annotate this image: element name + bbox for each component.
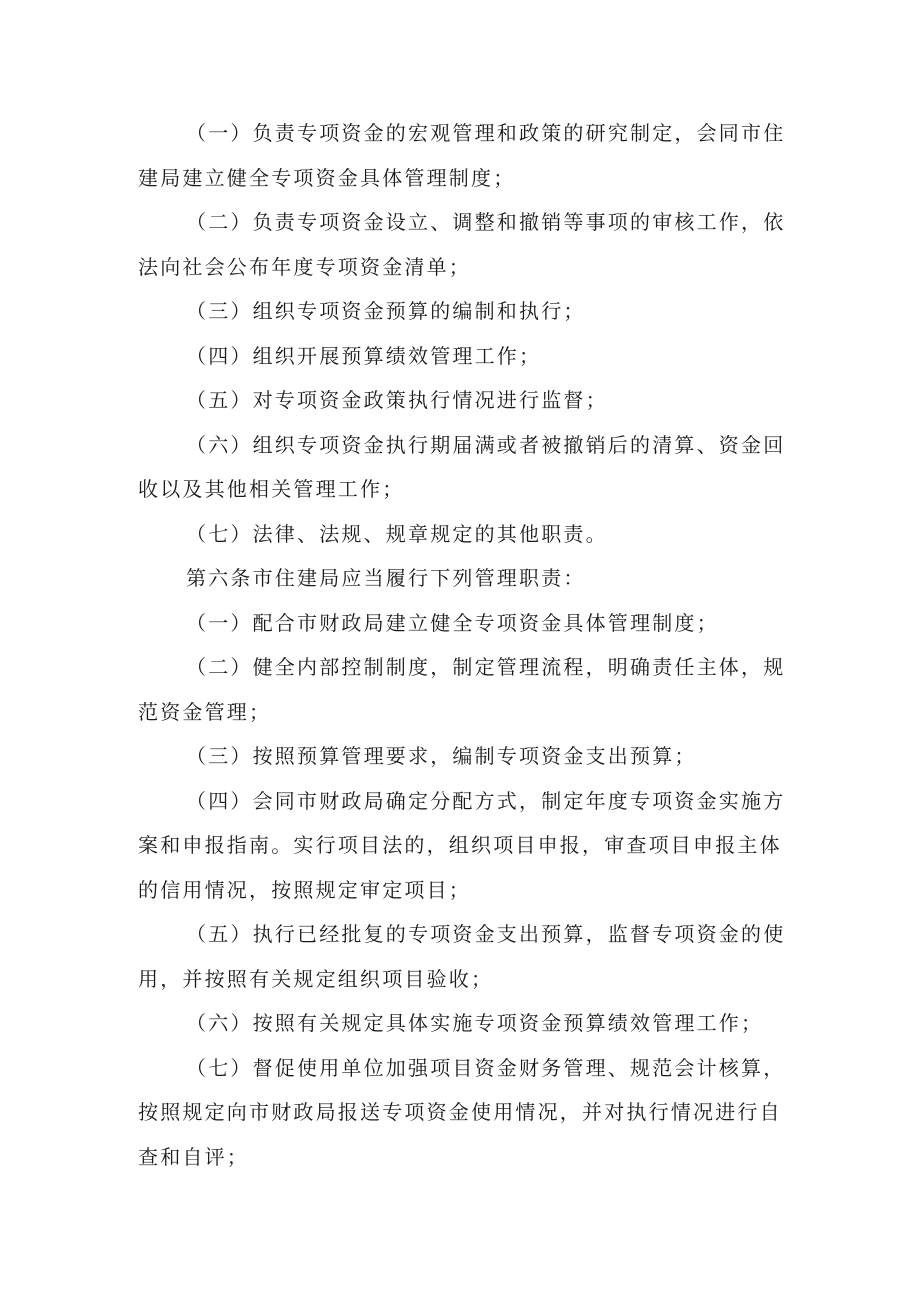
- paragraph-item-13: （六）按照有关规定具体实施专项资金预算绩效管理工作；: [186, 1011, 764, 1035]
- paragraph-item-7: （七）法律、法规、规章规定的其他职责。: [186, 521, 608, 546]
- paragraph-item-8: （一）配合市财政局建立健全专项资金具体管理制度；: [186, 610, 719, 635]
- paragraph-item-5: （五）对专项资金政策执行情况进行监督；: [186, 388, 608, 412]
- paragraph-item-9: （二）健全内部控制制度，制定管理流程，明确责任主体，规范资金管理；: [138, 655, 786, 724]
- paragraph-item-10: （三）按照预算管理要求，编制专项资金支出预算；: [186, 744, 697, 768]
- paragraph-item-4: （四）组织开展预算绩效管理工作；: [186, 343, 542, 368]
- article-heading: 第六条市住建局应当履行下列管理职责：: [186, 566, 586, 590]
- document-body: [138, 111, 798, 1179]
- paragraph-item-6: （六）组织专项资金执行期届满或者被撤销后的清算、资金回收以及其他相关管理工作；: [138, 432, 786, 501]
- paragraph-item-12: （五）执行已经批复的专项资金支出预算，监督专项资金的使用，并按照有关规定组织项目验收；: [138, 922, 786, 991]
- paragraph-item-2: （二）负责专项资金设立、调整和撤销等事项的审核工作，依法向社会公布年度专项资金清单；: [138, 210, 786, 279]
- paragraph-item-11: （四）会同市财政局确定分配方式，制定年度专项资金实施方案和申报指南。实行项目法的，组织项目申报，审查项目申报主体的信用情况，按照规定审定项目；: [138, 788, 786, 902]
- paragraph-item-1: （一）负责专项资金的宏观管理和政策的研究制定，会同市住建局建立健全专项资金具体管理制度；: [138, 121, 786, 190]
- paragraph-item-14: （七）督促使用单位加强项目资金财务管理、规范会计核算，按照规定向市财政局报送专项资金使用情况，并对执行情况进行自查和自评；: [138, 1055, 786, 1169]
- paragraph-item-3: （三）组织专项资金预算的编制和执行；: [186, 299, 586, 323]
